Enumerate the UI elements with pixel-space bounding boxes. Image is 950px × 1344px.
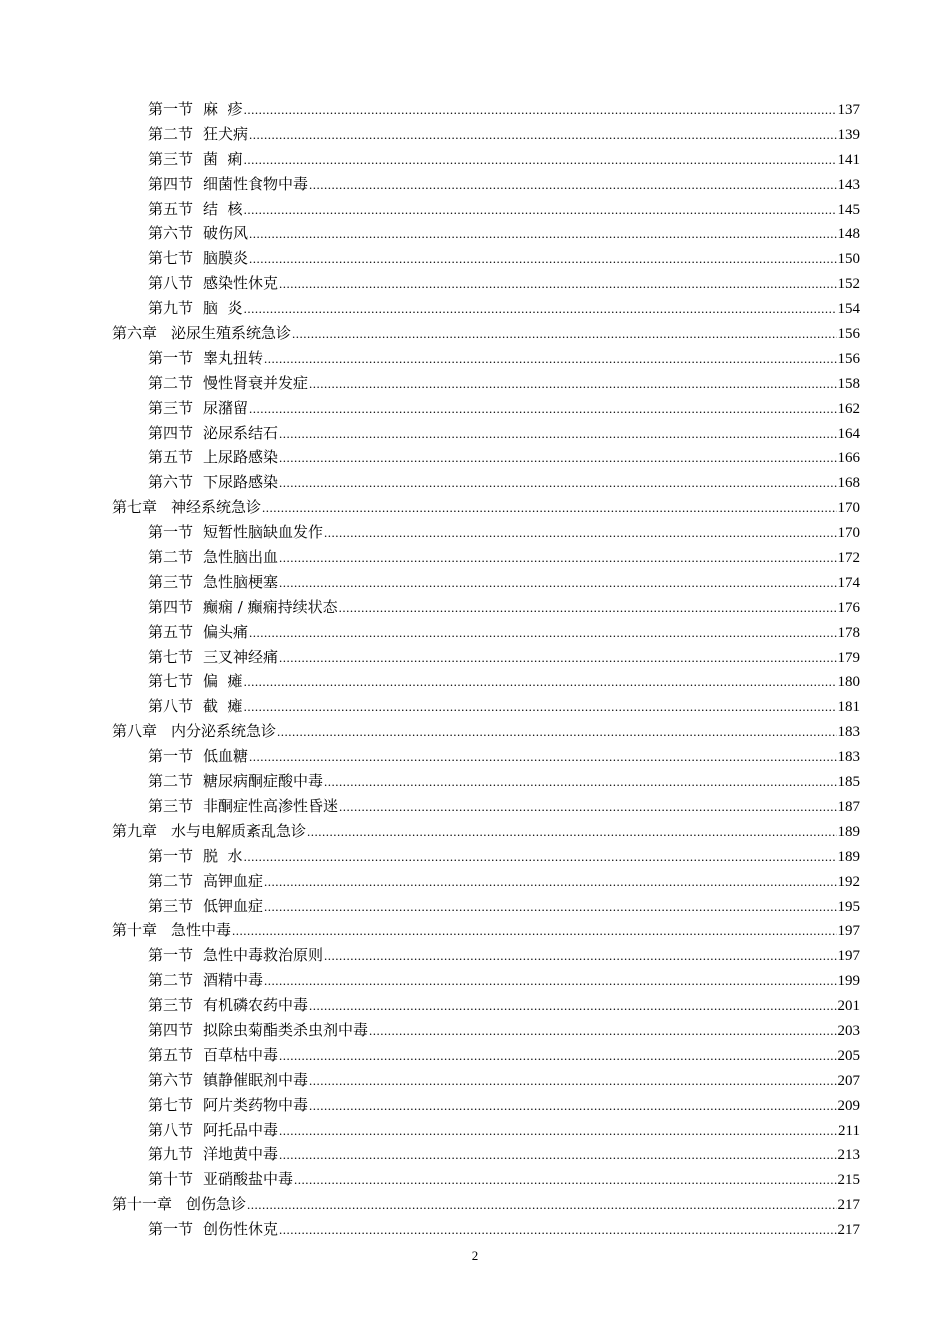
toc-entry-number: 第七节 [148,1095,194,1114]
toc-entry-label [112,495,261,520]
toc-entry-label [112,719,276,744]
toc-entry-title: 上尿路感染 [203,448,279,467]
toc-dot-leader [294,1168,836,1193]
toc-entry-label [148,246,248,271]
toc-entry-title: 脱 水 [203,846,243,865]
toc-entry-number: 第四节 [148,423,194,442]
toc-dot-leader [232,919,836,944]
toc-page-number: 205 [837,1047,860,1064]
toc-section-row [112,694,860,719]
toc-page-number: 197 [837,923,860,940]
toc-dot-leader [249,621,836,646]
toc-entry-number: 第九章 [112,821,158,840]
toc-entry-title: 慢性肾衰并发症 [203,373,309,392]
toc-dot-leader [244,297,837,322]
toc-entry-label [148,97,243,122]
toc-entry-number: 第三节 [148,572,194,591]
toc-page-number: 217 [837,1222,860,1239]
toc-page-number: 154 [837,301,860,318]
toc-entry-label [148,1142,278,1167]
toc-entry-title: 百草枯中毒 [203,1045,279,1064]
toc-entry-label [148,147,243,172]
toc-entry-label [148,993,308,1018]
toc-entry-number: 第二节 [148,124,194,143]
toc-entry-number: 第七节 [148,249,194,268]
toc-dot-leader [309,994,836,1019]
toc-entry-label [148,221,248,246]
toc-dot-leader [277,720,836,745]
toc-section-row [112,246,860,271]
toc-section-row [112,620,860,645]
toc-entry-title: 偏头痛 [203,622,249,641]
toc-chapter-row [112,719,860,744]
toc-dot-leader [264,870,836,895]
toc-entry-label [148,669,243,694]
toc-dot-leader [264,895,836,920]
toc-section-row [112,1167,860,1192]
toc-section-row [112,894,860,919]
toc-entry-label [148,1118,278,1143]
toc-entry-title: 泌尿系结石 [203,423,279,442]
toc-dot-leader [279,1119,837,1144]
toc-section-row [112,669,860,694]
toc-entry-label [148,1093,308,1118]
toc-entry-title: 泌尿生殖系统急诊 [171,324,292,343]
toc-page-number: 207 [837,1072,860,1089]
toc-entry-title: 麻 疹 [203,100,243,118]
toc-section-row [112,396,860,421]
toc-entry-title: 糖尿病酮症酸中毒 [203,772,324,791]
toc-dot-leader [247,1193,836,1218]
toc-section-row [112,520,860,545]
toc-entry-label [148,844,243,869]
toc-dot-leader [279,1044,836,1069]
toc-entry-label [148,620,248,645]
toc-page-number: 137 [837,102,860,118]
toc-section-row [112,545,860,570]
toc-entry-label [148,943,323,968]
toc-section-row [112,1043,860,1068]
toc-entry-number: 第一节 [148,846,194,865]
toc-section-row [112,147,860,172]
toc-section-row [112,172,860,197]
toc-entry-title: 急性中毒救治原则 [203,946,324,965]
page-number: 2 [471,1248,479,1263]
toc-entry-label [112,819,306,844]
toc-section-row [112,1118,860,1143]
toc-entry-title: 低血糖 [203,747,249,766]
toc-entry-label [148,172,308,197]
toc-entry-number: 第一节 [148,1220,194,1239]
toc-section-row [112,844,860,869]
toc-entry-number: 第十一章 [112,1195,173,1214]
toc-dot-leader [249,745,836,770]
toc-entry-label [148,1068,308,1093]
toc-entry-number: 第二节 [148,871,194,890]
toc-entry-number: 第二节 [148,548,194,567]
toc-entry-label [148,296,243,321]
toc-page-number: 156 [837,350,860,367]
toc-entry-label [148,421,278,446]
toc-dot-leader [309,1069,836,1094]
toc-entry-title: 狂犬病 [203,124,249,143]
toc-page-number: 176 [837,599,860,616]
toc-section-row [112,445,860,470]
toc-dot-leader [279,1143,836,1168]
toc-dot-leader [309,173,836,198]
toc-page-number: 189 [837,848,860,865]
toc-section-row [112,1142,860,1167]
toc-page-number: 195 [837,898,860,915]
toc-dot-leader [309,1094,836,1119]
toc-entry-number: 第八节 [148,274,194,293]
toc-entry-title: 低钾血症 [203,896,264,915]
toc-section-row [112,1217,860,1242]
toc-page-number: 217 [837,1197,860,1214]
toc-page-number: 150 [837,251,860,268]
toc-entry-title: 急性中毒 [171,921,232,940]
table-of-contents [112,97,860,1242]
toc-entry-number: 第三节 [148,796,194,815]
toc-dot-leader [279,422,836,447]
toc-entry-title: 高钾血症 [203,871,264,890]
toc-entry-title: 脑膜炎 [203,249,249,268]
toc-section-row [112,943,860,968]
toc-entry-label [148,1018,368,1043]
toc-entry-title: 亚硝酸盐中毒 [203,1170,294,1189]
toc-dot-leader [244,198,837,223]
toc-chapter-row [112,321,860,346]
toc-chapter-row [112,495,860,520]
toc-entry-title: 细菌性食物中毒 [203,174,309,193]
toc-entry-title: 睾丸扭转 [203,348,264,367]
toc-entry-label [112,918,231,943]
toc-dot-leader [279,546,836,571]
toc-entry-label [148,545,278,570]
toc-page-number: 168 [837,475,860,492]
toc-entry-title: 急性脑梗塞 [203,572,279,591]
toc-page-number: 156 [837,326,860,343]
toc-dot-leader [264,347,836,372]
toc-dot-leader [279,272,836,297]
toc-entry-label [148,1217,278,1242]
toc-entry-number: 第一节 [148,100,194,118]
toc-section-row [112,1018,860,1043]
toc-entry-title: 内分泌系统急诊 [171,722,277,741]
toc-dot-leader [324,944,836,969]
toc-page-number: 197 [837,948,860,965]
toc-entry-title: 菌 痢 [203,149,243,168]
toc-page-number: 170 [837,500,860,517]
toc-section-row [112,97,860,122]
toc-entry-number: 第五节 [148,199,194,218]
toc-entry-title: 酒精中毒 [203,971,264,990]
toc-entry-number: 第四节 [148,174,194,193]
toc-page-number: 215 [837,1172,860,1189]
toc-page-number: 166 [837,450,860,467]
toc-dot-leader [279,571,836,596]
toc-entry-title: 尿潴留 [203,398,249,417]
toc-section-row [112,296,860,321]
toc-entry-number: 第二节 [148,373,194,392]
toc-page-number: 201 [837,998,860,1015]
toc-page-number: 187 [837,798,860,815]
toc-dot-leader [279,1218,836,1243]
toc-dot-leader [244,695,837,720]
toc-entry-number: 第一节 [148,747,194,766]
toc-entry-title: 偏 瘫 [203,672,243,691]
toc-entry-number: 第二节 [148,772,194,791]
toc-dot-leader [244,98,837,123]
toc-entry-label [148,694,243,719]
toc-section-row [112,421,860,446]
toc-dot-leader [339,596,837,621]
toc-entry-title: 三叉神经痛 [203,647,279,666]
toc-entry-title: 急性脑出血 [203,548,279,567]
toc-entry-title: 下尿路感染 [203,473,279,492]
toc-entry-title: 镇静催眠剂中毒 [203,1070,309,1089]
toc-entry-title: 癫痫 / 癫痫持续状态 [203,597,338,616]
toc-page-number: 189 [837,823,860,840]
toc-entry-number: 第七节 [148,672,194,691]
toc-dot-leader [279,446,836,471]
toc-section-row [112,1068,860,1093]
toc-dot-leader [249,123,836,148]
toc-entry-number: 第四节 [148,1020,194,1039]
toc-page-number: 148 [837,226,860,243]
toc-section-row [112,595,860,620]
toc-page-number: 180 [837,674,860,691]
toc-entry-number: 第二节 [148,971,194,990]
toc-page-number: 158 [837,375,860,392]
toc-entry-number: 第三节 [148,896,194,915]
toc-entry-number: 第四节 [148,597,194,616]
toc-section-row [112,993,860,1018]
toc-section-row [112,197,860,222]
toc-entry-number: 第六章 [112,324,158,343]
toc-dot-leader [324,770,836,795]
toc-entry-title: 有机磷农药中毒 [203,996,309,1015]
toc-section-row [112,869,860,894]
toc-entry-label [112,321,291,346]
toc-page-number: 141 [837,151,860,168]
toc-page-number: 139 [837,126,860,143]
toc-page-number: 145 [837,201,860,218]
toc-entry-number: 第十节 [148,1170,194,1189]
toc-page-number: 183 [837,749,860,766]
toc-page-number: 185 [837,774,860,791]
toc-entry-label [148,346,263,371]
toc-page-number: 199 [837,973,860,990]
toc-entry-number: 第五节 [148,448,194,467]
toc-entry-title: 非酮症性高渗性昏迷 [203,796,339,815]
toc-page-number: 209 [837,1097,860,1114]
toc-chapter-row [112,1192,860,1217]
toc-dot-leader [324,521,836,546]
toc-dot-leader [339,795,836,820]
toc-entry-number: 第一节 [148,523,194,542]
toc-entry-number: 第九节 [148,1145,194,1164]
toc-entry-number: 第五节 [148,622,194,641]
toc-page-number: 178 [837,624,860,641]
toc-entry-number: 第八节 [148,1120,194,1139]
toc-page-number: 164 [837,425,860,442]
toc-dot-leader [307,820,836,845]
toc-entry-number: 第三节 [148,398,194,417]
toc-section-row [112,371,860,396]
toc-entry-title: 感染性休克 [203,274,279,293]
toc-entry-label [148,570,278,595]
toc-section-row [112,744,860,769]
toc-page-number: 203 [837,1022,860,1039]
toc-entry-label [148,197,243,222]
toc-entry-label [148,271,278,296]
toc-dot-leader [279,646,836,671]
toc-entry-number: 第八章 [112,722,158,741]
toc-section-row [112,570,860,595]
toc-entry-title: 神经系统急诊 [171,498,262,517]
toc-dot-leader [249,397,836,422]
toc-entry-title: 创伤急诊 [186,1195,247,1214]
toc-entry-number: 第五节 [148,1045,194,1064]
toc-page-number: 192 [837,873,860,890]
toc-entry-label [148,894,263,919]
toc-section-row [112,221,860,246]
toc-section-row [112,769,860,794]
toc-entry-label [148,520,323,545]
toc-entry-number: 第八节 [148,697,194,716]
toc-entry-number: 第六节 [148,473,194,492]
toc-entry-title: 截 瘫 [203,697,243,716]
toc-dot-leader [262,496,836,521]
toc-entry-label [148,470,278,495]
toc-dot-leader [244,670,837,695]
toc-page-number: 170 [837,525,860,542]
toc-entry-label [148,645,278,670]
toc-page-number: 143 [837,176,860,193]
toc-entry-label [148,122,248,147]
toc-page-number: 213 [837,1147,860,1164]
toc-entry-number: 第七节 [148,647,194,666]
toc-entry-title: 短暂性脑缺血发作 [203,523,324,542]
toc-section-row [112,968,860,993]
toc-entry-title: 拟除虫菊酯类杀虫剂中毒 [203,1020,369,1039]
toc-entry-number: 第三节 [148,996,194,1015]
toc-dot-leader [369,1019,836,1044]
toc-entry-title: 创伤性休克 [203,1220,279,1239]
toc-entry-title: 结 核 [203,199,243,218]
toc-dot-leader [244,845,837,870]
toc-page-number: 172 [837,550,860,567]
toc-page-number: 174 [837,574,860,591]
toc-entry-label [148,794,338,819]
toc-entry-label [148,595,338,620]
toc-entry-number: 第七章 [112,498,158,517]
toc-entry-title: 破伤风 [203,224,249,243]
toc-section-row [112,794,860,819]
toc-section-row [112,645,860,670]
toc-entry-number: 第六节 [148,224,194,243]
toc-dot-leader [244,148,837,173]
toc-entry-number: 第三节 [148,149,194,168]
toc-entry-number: 第一节 [148,946,194,965]
toc-entry-label [148,769,323,794]
toc-entry-title: 脑 炎 [203,299,243,318]
toc-section-row [112,1093,860,1118]
toc-entry-label [112,1192,246,1217]
toc-page-number: 152 [837,276,860,293]
toc-section-row [112,271,860,296]
toc-entry-number: 第六节 [148,1070,194,1089]
toc-page-number: 181 [837,699,860,716]
toc-entry-number: 第十章 [112,921,158,940]
toc-dot-leader [309,372,836,397]
toc-entry-title: 水与电解质紊乱急诊 [171,821,307,840]
toc-entry-label [148,869,263,894]
toc-entry-label [148,744,248,769]
toc-page-number: 179 [837,649,860,666]
toc-entry-label [148,445,278,470]
toc-section-row [112,346,860,371]
toc-dot-leader [264,969,836,994]
toc-entry-number: 第九节 [148,299,194,318]
toc-entry-label [148,396,248,421]
toc-entry-title: 阿片类药物中毒 [203,1095,309,1114]
toc-entry-title: 阿托品中毒 [203,1120,279,1139]
toc-dot-leader [279,471,836,496]
toc-entry-label [148,1043,278,1068]
toc-page-number: 211 [838,1122,860,1139]
toc-entry-label [148,1167,293,1192]
toc-page-number: 183 [837,724,860,741]
toc-entry-label [148,371,308,396]
toc-dot-leader [292,322,836,347]
toc-entry-number: 第一节 [148,348,194,367]
toc-dot-leader [249,222,836,247]
toc-entry-label [148,968,263,993]
toc-section-row [112,470,860,495]
toc-chapter-row [112,819,860,844]
toc-chapter-row [112,918,860,943]
toc-page-number: 162 [837,400,860,417]
toc-dot-leader [249,247,836,272]
toc-section-row [112,122,860,147]
toc-entry-title: 洋地黄中毒 [203,1145,279,1164]
